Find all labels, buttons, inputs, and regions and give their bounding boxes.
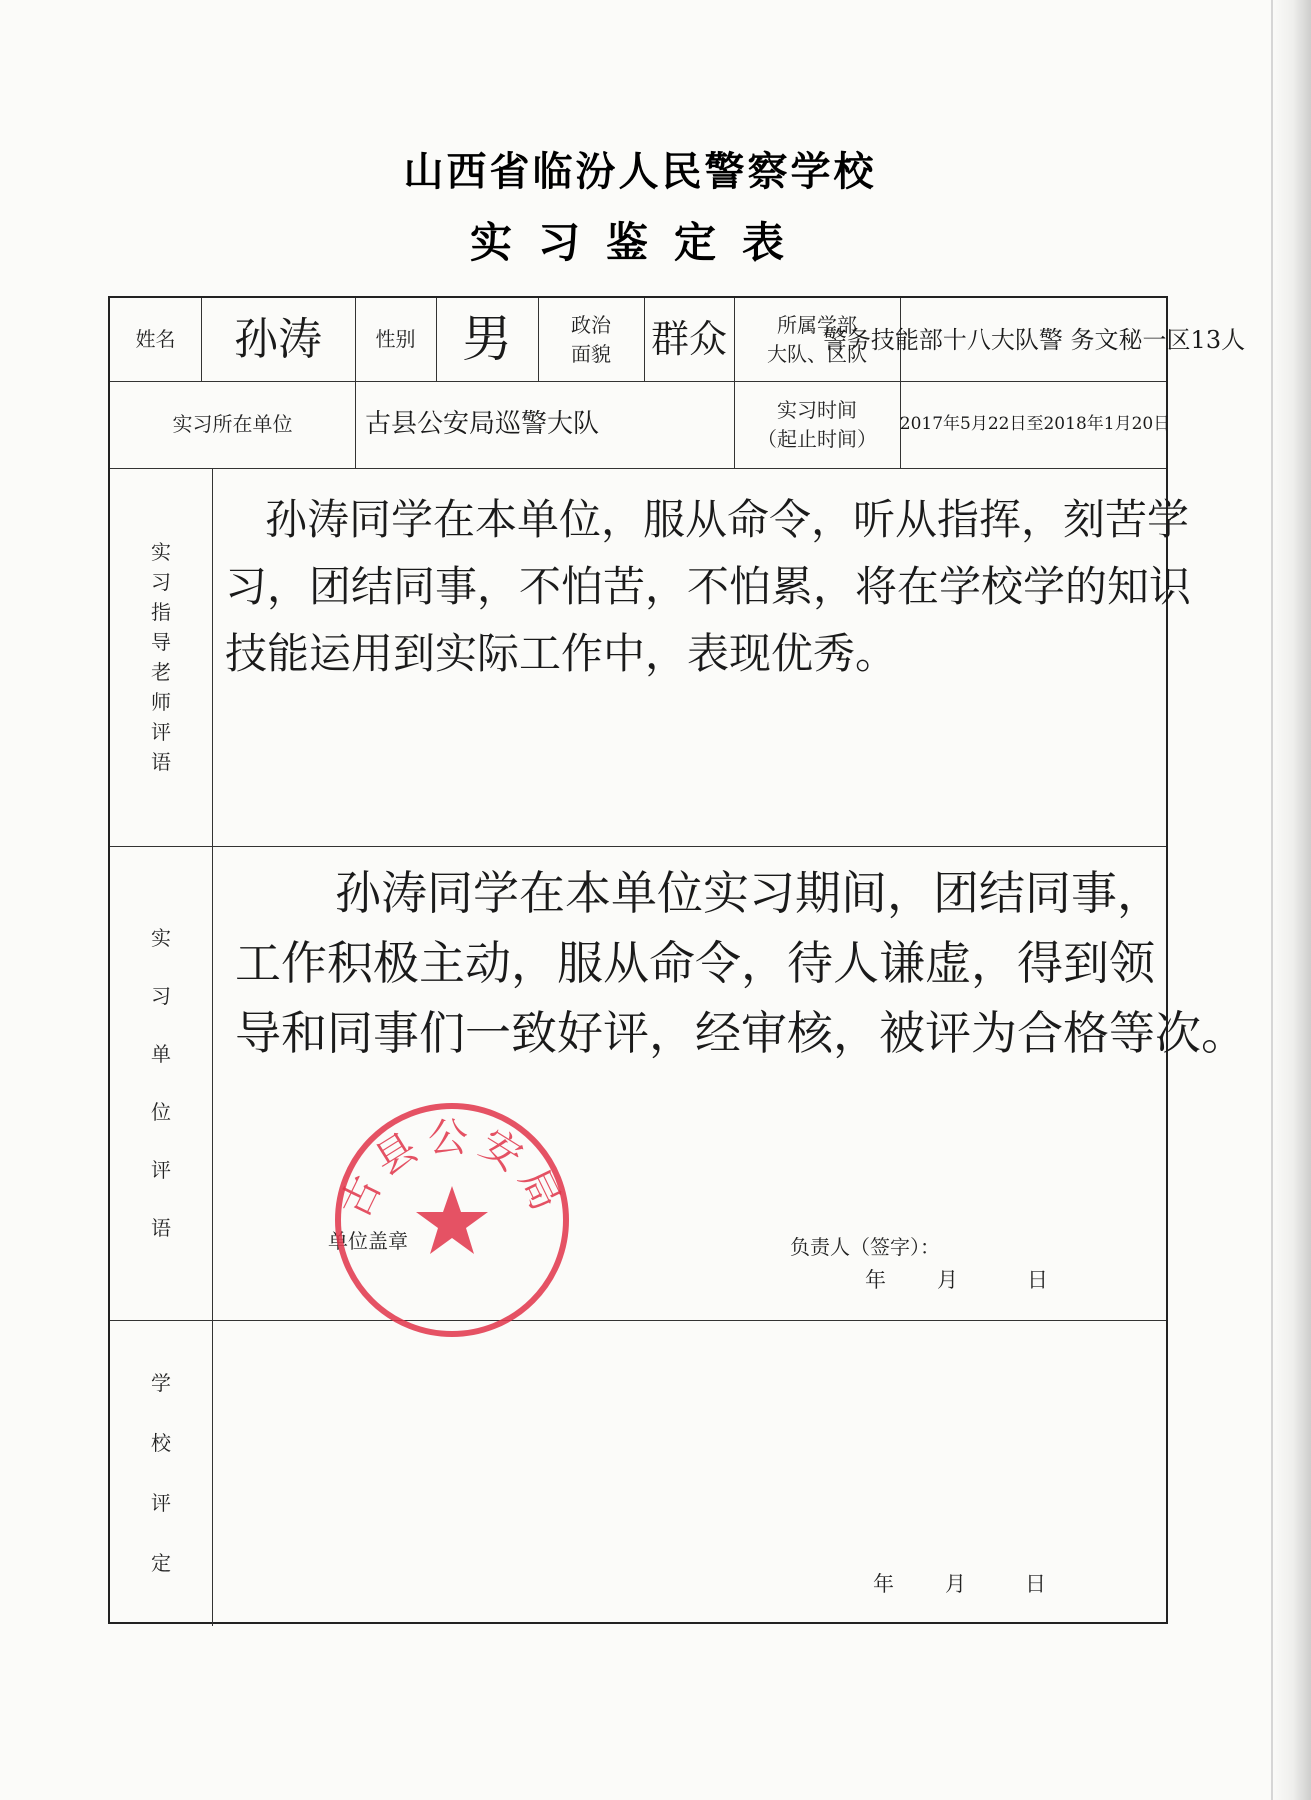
date-day: 日 xyxy=(1027,1268,1048,1292)
label-char: 语 xyxy=(151,750,171,774)
seal-text: 古县公安局 xyxy=(331,1114,573,1226)
date-year: 年 xyxy=(865,1268,886,1292)
label-char: 单 xyxy=(151,1042,171,1066)
unit-signature-date xyxy=(865,1264,1048,1294)
label-char: 语 xyxy=(151,1216,171,1240)
row-divider xyxy=(110,468,1166,469)
label-char: 评 xyxy=(151,1158,171,1182)
name-value: 孙涛 xyxy=(234,314,322,365)
gender-label: 性别 xyxy=(375,327,416,351)
political-status-value: 群众 xyxy=(650,317,727,361)
internship-period-value: 2017年5月22日至2018年1月20日 xyxy=(899,414,1171,434)
internship-unit-label: 实习所在单位 xyxy=(172,412,293,436)
political-status-label: 政治 面貌 xyxy=(571,312,611,366)
date-month: 月 xyxy=(937,1268,958,1292)
label-char: 校 xyxy=(151,1431,171,1455)
date-year: 年 xyxy=(873,1572,894,1596)
unit-stamp-label: 单位盖章 xyxy=(328,1229,408,1253)
label-char: 位 xyxy=(151,1100,171,1124)
instructor-comment-line: 孙涛同学在本单位，服从命令，听从指挥，刻苦学 xyxy=(265,495,1190,544)
instructor-comment-line: 技能运用到实际工作中，表现优秀。 xyxy=(225,629,898,678)
date-day: 日 xyxy=(1025,1572,1046,1596)
gender-value: 男 xyxy=(462,310,512,368)
row-divider xyxy=(110,846,1166,847)
internship-period-label: 实习时间 （起止时间） xyxy=(757,397,877,451)
label-char: 导 xyxy=(151,630,171,654)
appraisal-form xyxy=(108,296,1247,1624)
unit-comment-line: 孙涛同学在本单位实习期间，团结同事， xyxy=(335,866,1163,920)
label-char: 指 xyxy=(151,600,171,624)
instructor-comment-label xyxy=(110,468,212,846)
label-char: 实 xyxy=(151,926,171,950)
label-char: 评 xyxy=(151,720,171,744)
name-label: 姓名 xyxy=(135,327,176,351)
label-char: 定 xyxy=(151,1551,171,1575)
seal-star-icon xyxy=(416,1186,488,1254)
label-char: 习 xyxy=(151,570,171,594)
label-char: 习 xyxy=(151,984,171,1008)
department-value: 警务技能部十八大队警 务文秘一区13人 xyxy=(822,325,1246,354)
signer-label: 负责人（签字）： xyxy=(790,1235,940,1259)
instructor-comment-line: 习，团结同事，不怕苦，不怕累，将在学校学的知识 xyxy=(225,562,1192,611)
label-char: 老 xyxy=(151,660,171,684)
document-subtitle: 实习鉴定表 xyxy=(469,218,810,267)
document-title: 山西省临汾人民警察学校 xyxy=(403,149,877,195)
label-char: 评 xyxy=(151,1491,171,1515)
label-char: 师 xyxy=(151,690,171,714)
internship-unit-value: 古县公安局巡警大队 xyxy=(365,409,600,439)
school-evaluation-date xyxy=(873,1568,1046,1598)
col-divider xyxy=(355,381,356,468)
page-edge-line xyxy=(1271,0,1273,1800)
department-label: 所属学部 大队、区队 xyxy=(767,312,867,366)
unit-comment-line: 导和同事们一致好评，经审核，被评为合格等次。 xyxy=(235,1006,1247,1060)
unit-comment-label xyxy=(110,846,212,1320)
label-char: 实 xyxy=(151,540,171,564)
page-edge-shadow xyxy=(1271,0,1311,1800)
label-column-divider xyxy=(212,468,213,1626)
unit-comment-line: 工作积极主动，服从命令，待人谦虚，得到领 xyxy=(235,936,1155,990)
school-evaluation-label xyxy=(110,1320,212,1626)
official-seal xyxy=(330,1098,574,1342)
label-char: 学 xyxy=(151,1371,171,1395)
date-month: 月 xyxy=(945,1572,966,1596)
row-divider xyxy=(110,1320,1166,1321)
